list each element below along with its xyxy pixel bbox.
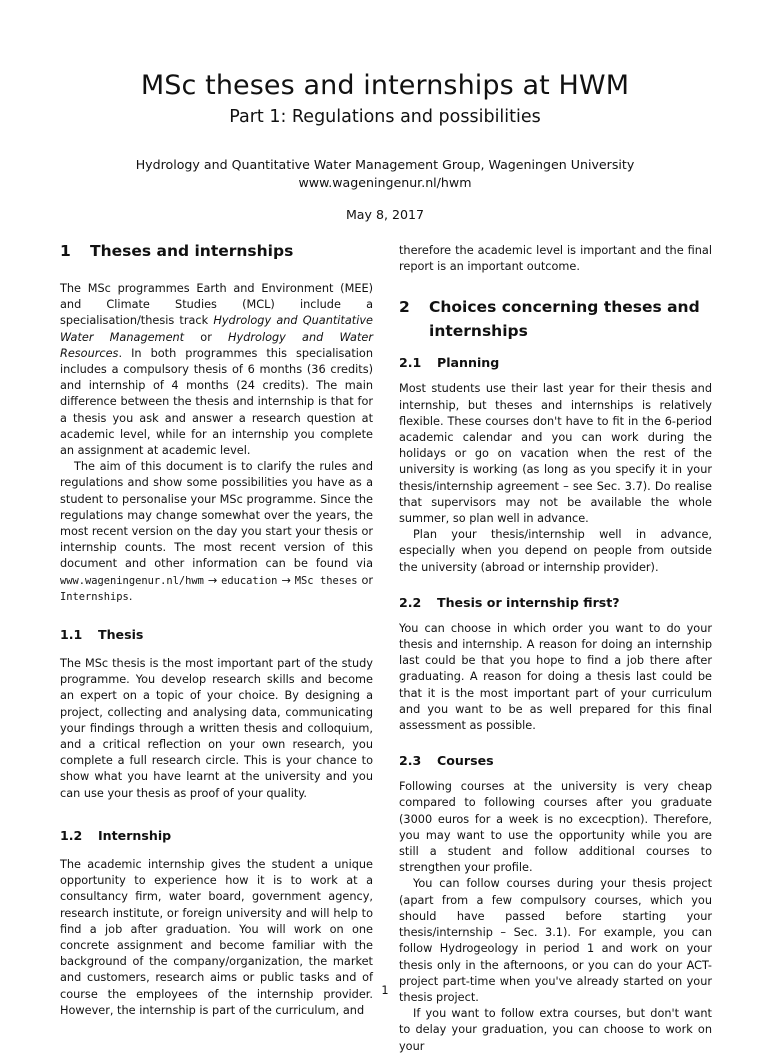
subsection-number: 1.2 — [60, 827, 83, 843]
subsection-heading — [60, 627, 373, 643]
document-date: May 8, 2017 — [345, 207, 425, 222]
subsection-heading — [399, 595, 712, 611]
paragraph: Following courses at the university is very cheap compared to following courses after you graduate (3000 euros for a week is no excecption). Therefore, you may want to use the opportunity while you are still a student and follow additional courses to strengthen your profile. — [399, 780, 712, 875]
text-run: . In both programmes this specialisation includes a compulsory thesis of 6 months (36 credits) and internship of 4 months (24 credits). The main difference between the thesis and internship is that for a thesis you ask and answer a research question at academic level, while for an internship you complete an assignment at academic level. — [60, 346, 373, 458]
paragraph — [60, 459, 373, 605]
arrow-text: → — [203, 573, 222, 587]
section-heading — [399, 295, 712, 343]
subsection-title: Internship — [98, 827, 172, 843]
paragraph — [60, 281, 373, 459]
title-block — [0, 70, 770, 222]
paragraph: You can choose in which order you want to do your thesis and internship. A reason for doing an internship last could be that you hope to find a job there after graduating. A reason for doing a thesis last could be that it is the most important part of your curriculum and you want to be as well prepared for this final assessment as possible. — [399, 621, 712, 733]
paragraph: The academic internship gives the student a unique opportunity to experience how it is to work at a consultancy firm, water board, government agency, research institute, or foreign university and will help to find a job after graduation. You will work on one concrete assignment and become familiar with the background of the company/organization, the market and customers, research aims or public tasks and of course the employees of the internship provider. However, the internship is part of the curriculum, and — [60, 857, 373, 1017]
subsection-title: Thesis — [98, 627, 144, 643]
paragraph: Most students use their last year for their thesis and internship, but theses and internships is relatively flexible. These courses don't have to fit in the 6-period academic calendar and you can work during the holidays or go on vacation when the rest of the university is working (as long as you specify it in your thesis/internship agreement – see Sec. 3.7). Do realise that supervisors may not be available the whole summer, so plan well in advance. — [399, 382, 712, 526]
text-run: . — [128, 589, 133, 603]
subsection-title: Thesis or internship first? — [437, 594, 620, 610]
paragraph: therefore the academic level is important and the final report is an important outcome. — [399, 244, 712, 274]
paragraph: If you want to follow extra courses, but don't want to delay your graduation, you can choose to work on your — [399, 1007, 712, 1053]
path-text: education — [221, 574, 278, 587]
subsection-number: 1.1 — [60, 627, 83, 643]
text-run: The aim of this document is to clarify the rules and regulations and show some possibilities you have as a student to personalise your MSc programme. Since the regulations may change somewhat over the years, the most recent version on the day you start your thesis or internship counts. The most recent version of this document and other information can be found via — [60, 460, 373, 571]
text-run: or — [184, 330, 229, 344]
text-run: or — [357, 573, 374, 587]
subsection-number: 2.1 — [399, 355, 422, 371]
subsection-number: 2.2 — [399, 594, 422, 610]
right-column — [399, 243, 712, 1055]
document-subtitle: Part 1: Regulations and possibilities — [229, 107, 541, 127]
document-title: MSc theses and internships at HWM — [140, 70, 630, 101]
subsection-heading — [399, 355, 712, 371]
emphasis: Hydrology and Water Resources — [60, 330, 373, 360]
path-text: MSc theses — [294, 574, 358, 587]
paragraph: Plan your thesis/internship well in advance, especially when you depend on people from outside the university (abroad or internship provider). — [399, 528, 712, 574]
left-column — [60, 241, 373, 1019]
path-text: Internships — [60, 590, 129, 603]
subsection-title: Courses — [437, 753, 494, 769]
subsection-heading — [60, 828, 373, 844]
section-number: 2 — [399, 298, 410, 317]
arrow-text: → — [277, 573, 295, 587]
subsection-heading — [399, 753, 712, 769]
paragraph: You can follow courses during your thesis project (apart from a few compulsory courses, which you should have passed before starting your thesis/internship – Sec. 3.1). For example, you can follow Hydrogeology in period 1 and work on your thesis only in the afternoons, or you can do your ACT-project part-time when you've already started on your thesis project. — [399, 877, 712, 1004]
subsection-number: 2.3 — [399, 753, 422, 769]
url-text: www.wageningenur.nl/hwm — [60, 574, 204, 587]
section-title: Choices concerning theses and internships — [429, 298, 700, 341]
section-title: Theses and internships — [90, 242, 294, 260]
section-number: 1 — [60, 242, 71, 260]
text-run: The MSc programmes Earth and Environment (MEE) and Climate Studies (MCL) include a specialisation/thesis track — [60, 282, 373, 328]
page-number: 1 — [381, 984, 389, 997]
paragraph: The MSc thesis is the most important part of the study programme. You develop research skills and become an expert on a topic of your choice. By designing a project, collecting and analysing data, communicating your findings through a written thesis and colloquium, and a critical reflection on your own research, you complete a full research circle. This is your chance to show what you have learnt at the university and you can use your thesis as proof of your quality. — [60, 657, 373, 800]
subsection-title: Planning — [437, 355, 500, 371]
section-heading — [60, 241, 373, 262]
emphasis: Hydrology and Quantitative Water Management — [60, 314, 373, 344]
group-url: www.wageningenur.nl/hwm — [298, 175, 472, 190]
author-group: Hydrology and Quantitative Water Management Group, Wageningen University — [135, 157, 635, 172]
